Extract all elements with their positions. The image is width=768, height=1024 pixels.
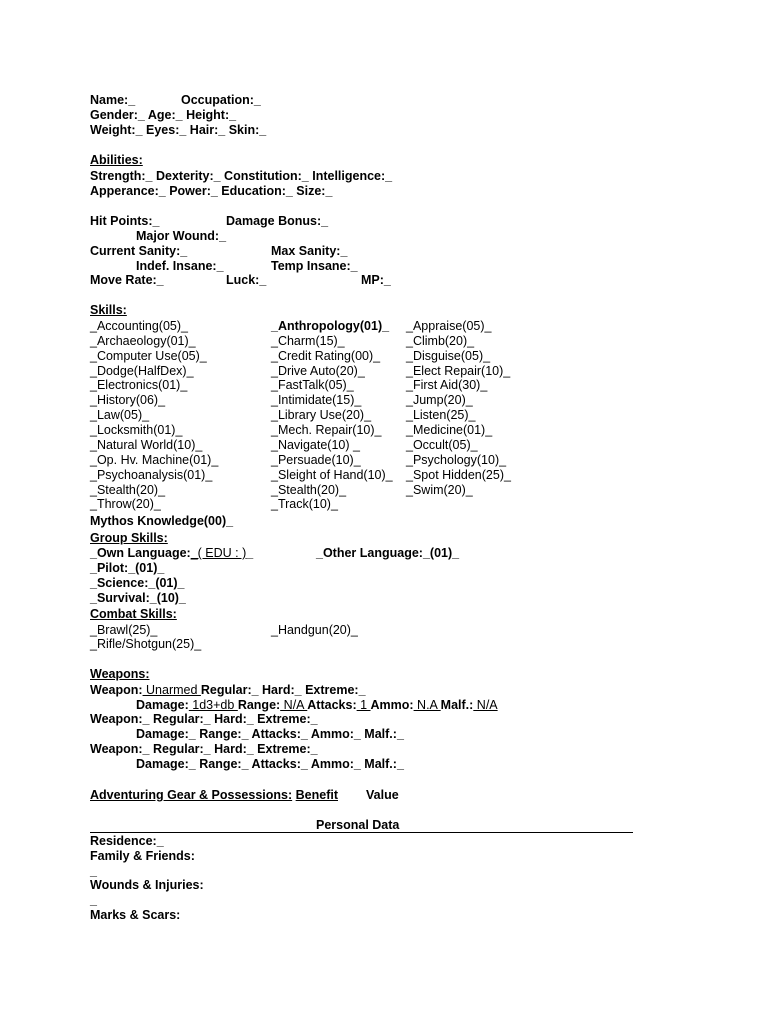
indef-insane: Indef. Insane:_: [136, 259, 224, 273]
weapon-1-attacks-label: Attacks:: [307, 698, 357, 712]
skill-col2-8: _Navigate(10) _: [271, 438, 360, 452]
skill-col2-3: _Drive Auto(20)_: [271, 364, 365, 378]
skill-col3-3: _Elect Repair(10)_: [406, 364, 511, 378]
wounds-injuries-blank: _: [90, 893, 97, 907]
skill-col1-6: _Law(05)_: [90, 408, 150, 422]
own-language-label: _Own Language:: [90, 546, 191, 560]
weapon-1-name: Unarmed: [142, 683, 201, 697]
skill-col2-5: _Intimidate(15)_: [271, 393, 362, 407]
weapon-1-ammo: N.A: [413, 698, 441, 712]
skill-col1-9: _Op. Hv. Machine(01)_: [90, 453, 219, 467]
weight-eyes-hair-skin: Weight:_ Eyes:_ Hair:_ Skin:_: [90, 123, 267, 137]
skill-col2-1: _Charm(15)_: [271, 334, 345, 348]
abilities-heading: Abilities:: [90, 153, 143, 167]
weapon-1-range: N/A: [280, 698, 308, 712]
skill-col1-7: _Locksmith(01)_: [90, 423, 183, 437]
skill-col1-5: _History(06)_: [90, 393, 166, 407]
group-skills-heading: Group Skills:: [90, 531, 168, 545]
own-language-suffix: _: [246, 546, 254, 560]
move-rate: Move Rate:_: [90, 273, 164, 287]
gender-age-height: Gender:_ Age:_ Height:_: [90, 108, 237, 122]
weapon-1-malf-label: Malf.:: [440, 698, 474, 712]
family-friends-blank: _: [90, 864, 97, 878]
skill-col2-10: _Sleight of Hand(10)_: [271, 468, 393, 482]
skill-col3-9: _Psychology(10)_: [406, 453, 507, 467]
skill-col2-4: _FastTalk(05)_: [271, 378, 354, 392]
gear-benefit-column: Benefit: [295, 788, 338, 802]
weapon-2-line-1: Weapon:_ Regular:_ Hard:_ Extreme:_: [90, 712, 318, 726]
skill-col1-3: _Dodge(HalfDex)_: [90, 364, 194, 378]
skill-col1-4: _Electronics(01)_: [90, 378, 188, 392]
weapon-1-attacks: 1: [356, 698, 371, 712]
gear-heading: Adventuring Gear & Possessions:: [90, 788, 293, 802]
other-language: _Other Language:_(01)_: [316, 546, 460, 560]
weapon-1-thresholds: Regular:_ Hard:_ Extreme:_: [200, 683, 366, 697]
own-language-value: _( EDU : ): [190, 546, 247, 560]
family-friends: Family & Friends:: [90, 849, 195, 863]
skill-col2-11: _Stealth(20)_: [271, 483, 347, 497]
skill-col1-10: _Psychoanalysis(01)_: [90, 468, 213, 482]
temp-insane: Temp Insane:_: [271, 259, 358, 273]
weapon-1-range-label: Range:: [237, 698, 281, 712]
skill-col2-0: _Anthropology(01)_: [271, 319, 390, 333]
weapon-1-line-2: [136, 698, 498, 713]
skill-col1-0: _Accounting(05)_: [90, 319, 188, 333]
skill-col3-10: _Spot Hidden(25)_: [406, 468, 511, 482]
handgun: _Handgun(20)_: [271, 623, 358, 637]
skill-col2-6: _Library Use(20)_: [271, 408, 372, 422]
skill-col3-8: _Occult(05)_: [406, 438, 478, 452]
occupation-field: Occupation:_: [181, 93, 261, 107]
skill-col1-11: _Stealth(20)_: [90, 483, 166, 497]
skill-col1-1: _Archaeology(01)_: [90, 334, 196, 348]
max-sanity: Max Sanity:_: [271, 244, 348, 258]
science: _Science:_(01)_: [90, 576, 185, 590]
pilot: _Pilot:_(01)_: [90, 561, 165, 575]
skill-col2-9: _Persuade(10)_: [271, 453, 361, 467]
skill-col2-7: _Mech. Repair(10)_: [271, 423, 382, 437]
abilities-line-1: Strength:_ Dexterity:_ Constitution:_ Intelligence:_: [90, 169, 393, 183]
skill-col3-2: _Disguise(05)_: [406, 349, 491, 363]
rifle-shotgun: _Rifle/Shotgun(25)_: [90, 637, 202, 651]
skill-col2-2: _Credit Rating(00)_: [271, 349, 381, 363]
combat-skills-heading: Combat Skills:: [90, 607, 177, 621]
skill-col1-12: _Throw(20)_: [90, 497, 161, 511]
weapon-2-line-2: Damage:_ Range:_ Attacks:_ Ammo:_ Malf.:_: [136, 727, 404, 741]
hit-points: Hit Points:_: [90, 214, 160, 228]
mythos-knowledge: Mythos Knowledge(00)_: [90, 514, 234, 528]
weapons-heading: Weapons:: [90, 667, 150, 681]
personal-data-heading: Personal Data: [316, 818, 400, 832]
own-language: [90, 546, 253, 561]
weapon-1-ammo-label: Ammo:: [370, 698, 414, 712]
gear-value-column: Value: [366, 788, 399, 802]
skill-col3-11: _Swim(20)_: [406, 483, 473, 497]
skill-col1-8: _Natural World(10)_: [90, 438, 203, 452]
brawl: _Brawl(25)_: [90, 623, 158, 637]
skills-heading: Skills:: [90, 303, 127, 317]
luck: Luck:_: [226, 273, 267, 287]
skill-col3-5: _Jump(20)_: [406, 393, 473, 407]
gear-row: [90, 788, 399, 803]
weapon-1-label: Weapon:: [90, 683, 143, 697]
abilities-line-2: Apperance:_ Power:_ Education:_ Size:_: [90, 184, 333, 198]
major-wound: Major Wound:_: [136, 229, 227, 243]
survival: _Survival:_(10)_: [90, 591, 186, 605]
skill-col3-4: _First Aid(30)_: [406, 378, 488, 392]
name-field: Name:_: [90, 93, 136, 107]
damage-bonus: Damage Bonus:_: [226, 214, 329, 228]
skill-col3-1: _Climb(20)_: [406, 334, 475, 348]
weapon-1-malf: N/A: [473, 698, 498, 712]
current-sanity: Current Sanity:_: [90, 244, 188, 258]
wounds-injuries: Wounds & Injuries:: [90, 878, 204, 892]
weapon-3-line-2: Damage:_ Range:_ Attacks:_ Ammo:_ Malf.:_: [136, 757, 404, 771]
mp: MP:_: [361, 273, 391, 287]
skill-col3-6: _Listen(25)_: [406, 408, 476, 422]
skill-col3-0: _Appraise(05)_: [406, 319, 492, 333]
skill-col2-12: _Track(10)_: [271, 497, 338, 511]
weapon-1-damage-label: Damage:: [136, 698, 189, 712]
skill-col3-7: _Medicine(01)_: [406, 423, 493, 437]
residence: Residence:_: [90, 834, 164, 848]
weapon-3-line-1: Weapon:_ Regular:_ Hard:_ Extreme:_: [90, 742, 318, 756]
weapon-1-line-1: [90, 683, 366, 698]
weapon-1-damage: 1d3+db: [188, 698, 238, 712]
marks-scars: Marks & Scars:: [90, 908, 181, 922]
skill-col1-2: _Computer Use(05)_: [90, 349, 207, 363]
